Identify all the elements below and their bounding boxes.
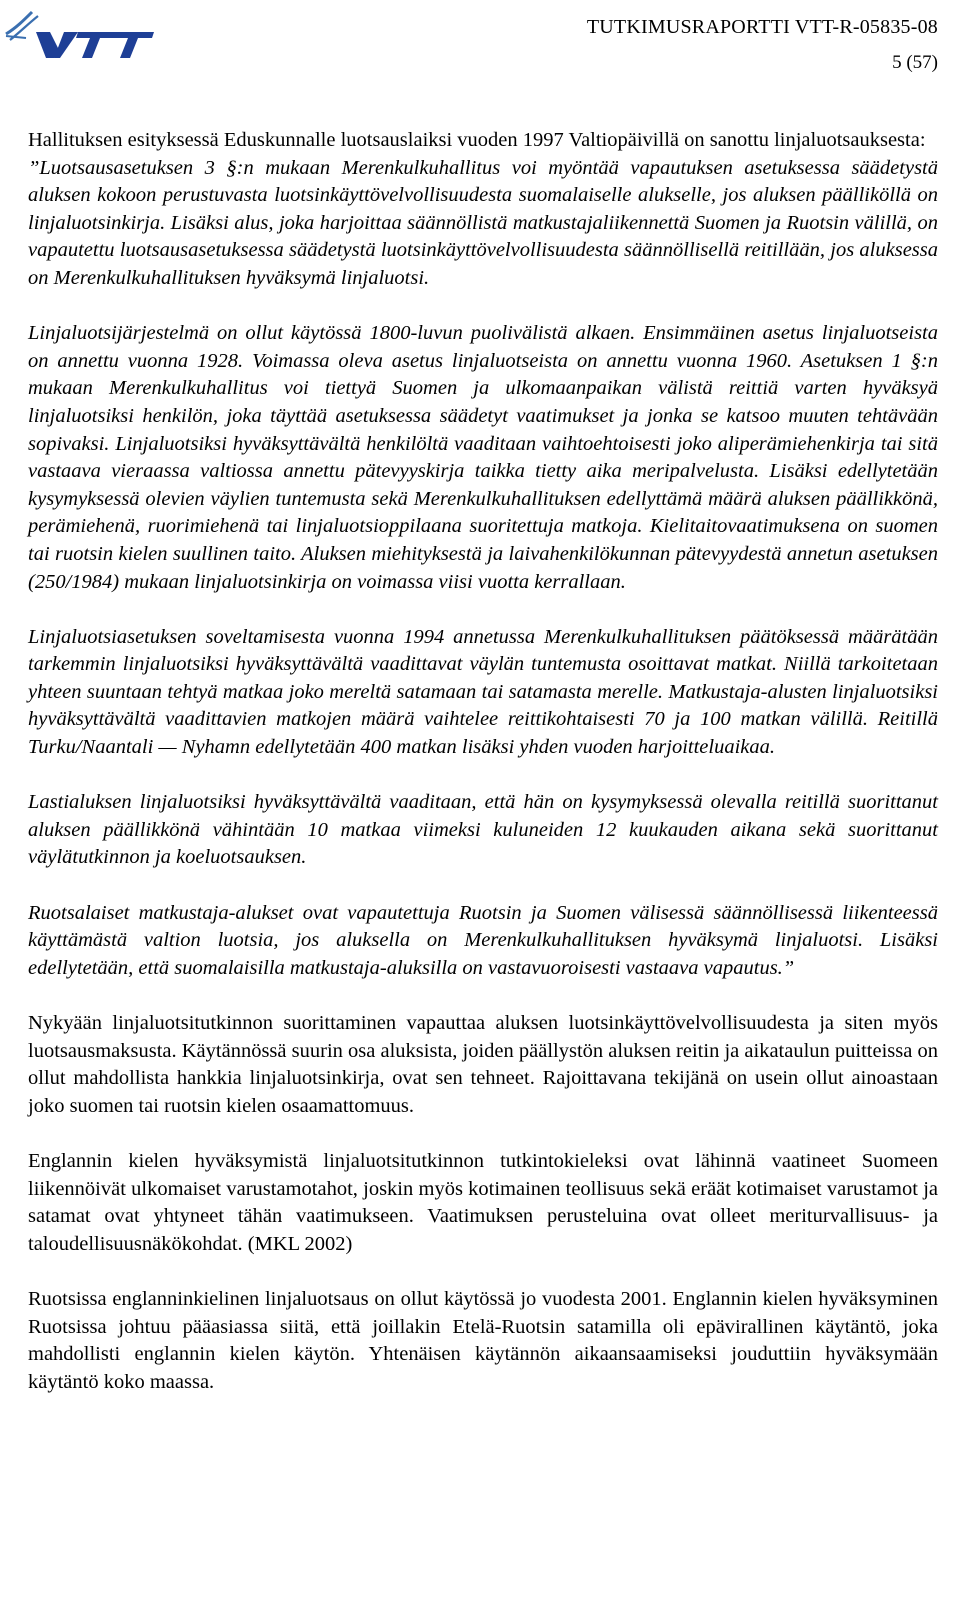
paragraph-text: Ruotsissa englanninkielinen linjaluotsaus on ollut käytössä jo vuodesta 2001. Englannin kielen hyväksyminen Ruotsissa johtuu pääasiassa siitä, että joillakin Etelä-Ruotsin satamilla oli epävirallinen käytäntö, joka mahdollisti englannin kielen käytön. Yhtenäisen käytännön aikaansaamiseksi jouduttiin hyväksymään käytäntö koko maassa. — [28, 1287, 938, 1393]
quoted-text: Linjaluotsijärjestelmä on ollut käytössä 1800-luvun puolivälistä alkaen. Ensimmäinen asetus linjaluotseista on annettu vuonna 1928. Voimassa oleva asetus linjaluotseista on annettu vuonna 1960. Asetuksen 1 §:n mukaan Merenkulkuhallitus voi tiettyä Suomen ja ulkomaanpaikan välistä reittiä varten hyväksyä linjaluotsiksi henkilön, joka täyttää asetuksessa säädetyt vaatimukset ja jonka se katsoo muuten tehtävään sopivaksi. Linjaluotsiksi hyväksyttävältä henkilöltä vaaditaan vaihtoehtoisesti joko aliperämiehenkirja tai sitä vastaava vieraassa valtiossa annettu pätevyyskirja taikka tietty aika meripalvelusta. Lisäksi edellytetään kysymyksessä olevien väylien tuntemusta sekä Merenkulkuhallituksen edellyttämä määrä aluksen päällikkönä, perämiehenä, ruorimiehenä tai linjaluotsioppilaana suoritettuja matkoja. Kielitaitovaatimuksena on suomen tai ruotsin kielen suullinen taito. Aluksen miehityksestä ja laivahenkilökunnan pätevyydestä annetun asetuksen (250/1984) mukaan linjaluotsinkirja on voimassa viisi vuotta kerrallaan. — [28, 322, 938, 593]
vtt-logo — [4, 6, 154, 62]
document-body — [28, 127, 938, 1424]
body-paragraph — [28, 320, 938, 596]
body-paragraph — [28, 624, 938, 762]
report-identifier: TUTKIMUSRAPORTTI VTT-R-05835-08 — [586, 16, 938, 38]
body-paragraph — [28, 1148, 938, 1258]
body-paragraph — [28, 789, 938, 872]
body-paragraph — [28, 127, 938, 293]
body-paragraph — [28, 900, 938, 983]
quoted-text: ”Luotsausasetuksen 3 §:n mukaan Merenkulkuhallitus voi myöntää vapautuksen asetuksessa säädetystä aluksen kokoon perustuvasta luotsinkäyttövelvollisuudesta suomalaiselle alukselle, jos aluksen päälliköllä on linjaluotsinkirja. Lisäksi alus, joka harjoittaa säännöllistä matkustajaliikennettä Suomen ja Ruotsin välillä, on vapautettu luotsausasetuksessa säädetystä luotsinkäyttövelvollisuudesta säännöllisellä reitillään, jos aluksessa on Merenkulkuhallituksen hyväksymä linjaluotsi. — [28, 156, 938, 289]
quoted-text: Lastialuksen linjaluotsiksi hyväksyttävältä vaaditaan, että hän on kysymyksessä olevalla reitillä suorittanut aluksen päällikkönä vähintään 10 matkaa viimeksi kuluneiden 12 kuukauden aikana sekä suorittanut väylätutkinnon ja koeluotsauksen. — [28, 791, 938, 869]
body-paragraph — [28, 1010, 938, 1120]
page-number: 5 (57) — [892, 52, 938, 73]
quoted-text: Ruotsalaiset matkustaja-alukset ovat vapautettuja Ruotsin ja Suomen välisessä säännöllisessä liikenteessä käyttämästä valtion luotsia, jos aluksella on Merenkulkuhallituksen hyväksymä linjaluotsi. Lisäksi edellytetään, että suomalaisilla matkustaja-aluksilla on vastavuoroisesti vastaava vapautus.” — [28, 901, 938, 979]
paragraph-text: Englannin kielen hyväksymistä linjaluotsitutkinnon tutkintokieleksi ovat lähinnä vaatineet Suomeen liikennöivät ulkomaiset varustamotahot, joskin myös kotimainen teollisuus sekä eräät kotimaiset varustamot ja satamat ovat yhtyneet tähän vaatimukseen. Vaatimuksen perusteluina ovat olleet meriturvallisuus- ja taloudellisuusnäkökohdat. (MKL 2002) — [28, 1149, 938, 1255]
quoted-text: Linjaluotsiasetuksen soveltamisesta vuonna 1994 annetussa Merenkulkuhallituksen päätöksessä määrätään tarkemmin linjaluotsiksi hyväksyttävältä vaadittavat väylän tuntemusta osoittavat matkat. Niillä tarkoitetaan yhteen suuntaan tehtyä matkaa joko mereltä satamaan tai satamasta merelle. Matkustaja-alusten linjaluotsiksi hyväksyttävältä vaadittavien matkojen määrä vaihtelee reittikohtaisesti 70 ja 100 matkan välillä. Reitillä Turku/Naantali — Nyhamn edellytetään 400 matkan lisäksi yhden vuoden harjoitteluaikaa. — [28, 625, 938, 759]
body-paragraph — [28, 1286, 938, 1396]
paragraph-text: Nykyään linjaluotsitutkinnon suorittaminen vapauttaa aluksen luotsinkäyttövelvollisuudesta ja siten myös luotsausmaksusta. Käytännössä suurin osa aluksista, joiden päällystön aluksen reitin ja aikataulun puitteissa on ollut mahdollista hankkia linjaluotsinkirja, ovat sen tehneet. Rajoittavana tekijänä on usein ollut ainoastaan joko suomen tai ruotsin kielen osaamattomuus. — [28, 1012, 938, 1117]
paragraph-text: Hallituksen esityksessä Eduskunnalle luotsauslaiksi vuoden 1997 Valtiopäivillä on sanottu linjaluotsauksesta: — [28, 129, 926, 151]
